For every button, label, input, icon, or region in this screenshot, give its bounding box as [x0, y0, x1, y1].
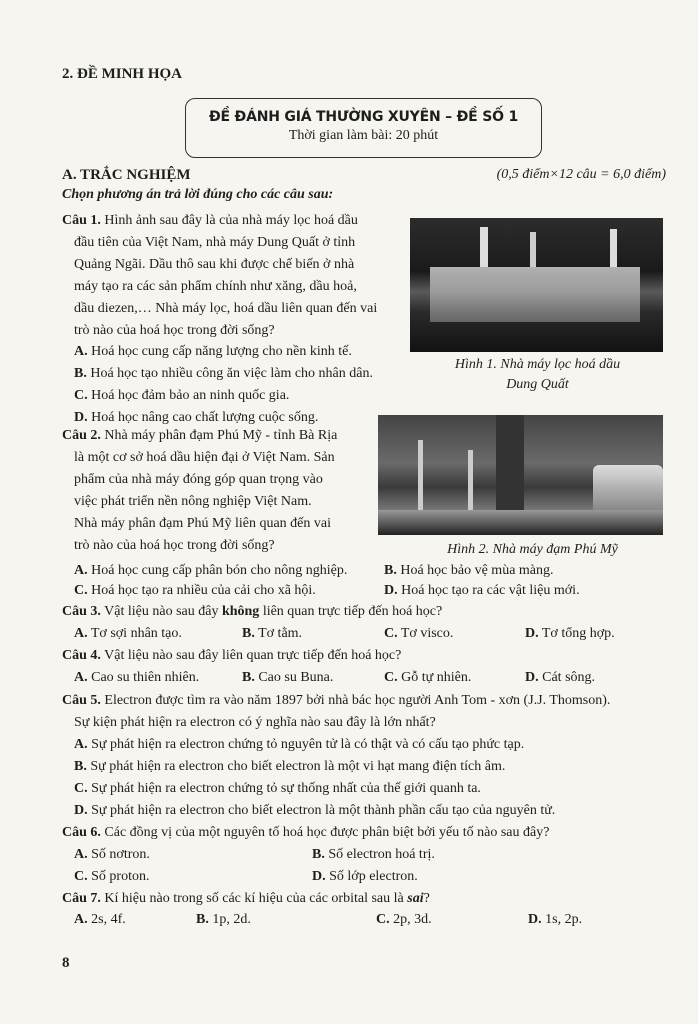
question-text: trò nào của hoá học trong đời sống?: [74, 323, 275, 338]
question-text: Nhà máy phân đạm Phú Mỹ - tỉnh Bà Rịa: [104, 428, 338, 443]
option-c: C. Sự phát hiện ra electron chứng tỏ sự thống nhất của thế giới quanh ta.: [74, 781, 481, 796]
option-b: B. Hoá học tạo nhiều công ăn việc làm cho nhân dân.: [74, 366, 373, 381]
exam-title-box: [185, 98, 542, 158]
option-a: A. Sự phát hiện ra electron chứng tỏ nguyên tử là có thật và có cấu tạo phức tạp.: [74, 737, 525, 752]
option-b: B. Hoá học bảo vệ mùa màng.: [384, 563, 554, 578]
figure-2-caption: Hình 2. Nhà máy đạm Phú Mỹ: [447, 542, 618, 557]
question-label: Câu 1.: [62, 213, 101, 228]
option-b: B. Cao su Buna.: [242, 670, 334, 685]
option-a: A. Số nơtron.: [74, 847, 150, 862]
option-a: A. Hoá học cung cấp năng lượng cho nền kinh tế.: [74, 344, 352, 359]
option-d: D. Sự phát hiện ra electron cho biết electron là một thành phần cấu tạo của nguyên tử.: [74, 803, 556, 818]
option-d: D. Hoá học tạo ra các vật liệu mới.: [384, 583, 580, 598]
question-label: Câu 2.: [62, 428, 101, 443]
option-b: B. Số electron hoá trị.: [312, 847, 435, 862]
question-text: đầu tiên của Việt Nam, nhà máy Dung Quất ở tỉnh: [74, 235, 356, 250]
question-text: Hình ảnh sau đây là của nhà máy lọc hoá dầu: [104, 213, 358, 228]
option-d: D. Cát sông.: [525, 670, 596, 685]
option-a: A. Tơ sợi nhân tạo.: [74, 626, 182, 641]
fertilizer-plant-photo: [378, 415, 663, 535]
option-c: C. 2p, 3d.: [376, 912, 432, 927]
question-text: Nhà máy phân đạm Phú Mỹ liên quan đến vai: [74, 516, 332, 531]
option-d: D. Số lớp electron.: [312, 869, 418, 884]
figure-1-caption: Hình 1. Nhà máy lọc hoá dầu Dung Quất: [454, 357, 621, 392]
question-text: việc phát triển nền nông nghiệp Việt Nam.: [74, 494, 312, 509]
option-c: C. Tơ visco.: [384, 626, 454, 641]
question-text: máy tạo ra các sản phẩm chính như xăng, dầu hoả,: [74, 279, 357, 294]
question-text: dầu diezen,… Nhà máy lọc, hoá dầu liên quan đến vai: [74, 301, 378, 316]
option-a: A. Cao su thiên nhiên.: [74, 670, 200, 685]
question-text: Quảng Ngãi. Dầu thô sau khi được chế biến ở nhà: [74, 257, 355, 272]
question-text: trò nào của hoá học trong đời sống?: [74, 538, 275, 553]
exam-time: Thời gian làm bài: 20 phút: [288, 128, 439, 143]
option-d: D. 1s, 2p.: [528, 912, 583, 927]
option-d: D. Tơ tổng hợp.: [525, 626, 615, 641]
part-a-score: (0,5 điểm×12 câu = 6,0 điểm): [496, 167, 666, 182]
part-a-title: A. TRẮC NGHIỆM: [62, 167, 191, 183]
question-text: là một cơ sở hoá dầu hiện đại ở Việt Nam. Sản: [74, 450, 335, 465]
option-a: A. Hoá học cung cấp phân bón cho nông nghiệp.: [74, 563, 348, 578]
question-text: Sự kiện phát hiện ra electron có ý nghĩa nào sau đây là lớn nhất?: [74, 715, 436, 730]
part-a-instruction: Chọn phương án trả lời đúng cho các câu sau:: [62, 187, 334, 202]
option-b: B. Sự phát hiện ra electron cho biết electron là một vi hạt mang điện tích âm.: [74, 759, 506, 774]
exam-title: ĐỀ ĐÁNH GIÁ THƯỜNG XUYÊN – ĐỀ SỐ 1: [208, 109, 519, 125]
question-text: phẩm của nhà máy đóng góp quan trọng vào: [74, 472, 323, 487]
option-b: B. Tơ tằm.: [242, 626, 303, 641]
option-c: C. Gỗ tự nhiên.: [384, 670, 472, 685]
refinery-photo: [410, 218, 663, 352]
option-c: C. Số proton.: [74, 869, 150, 884]
option-a: A. 2s, 4f.: [74, 912, 126, 927]
page-number: 8: [62, 955, 70, 971]
option-d: D. Hoá học nâng cao chất lượng cuộc sống.: [74, 410, 319, 425]
option-c: C. Hoá học tạo ra nhiều của cải cho xã hội.: [74, 583, 316, 598]
option-c: C. Hoá học đảm bảo an ninh quốc gia.: [74, 388, 290, 403]
option-b: B. 1p, 2d.: [196, 912, 251, 927]
section-heading: 2. ĐỀ MINH HỌA: [62, 66, 182, 82]
